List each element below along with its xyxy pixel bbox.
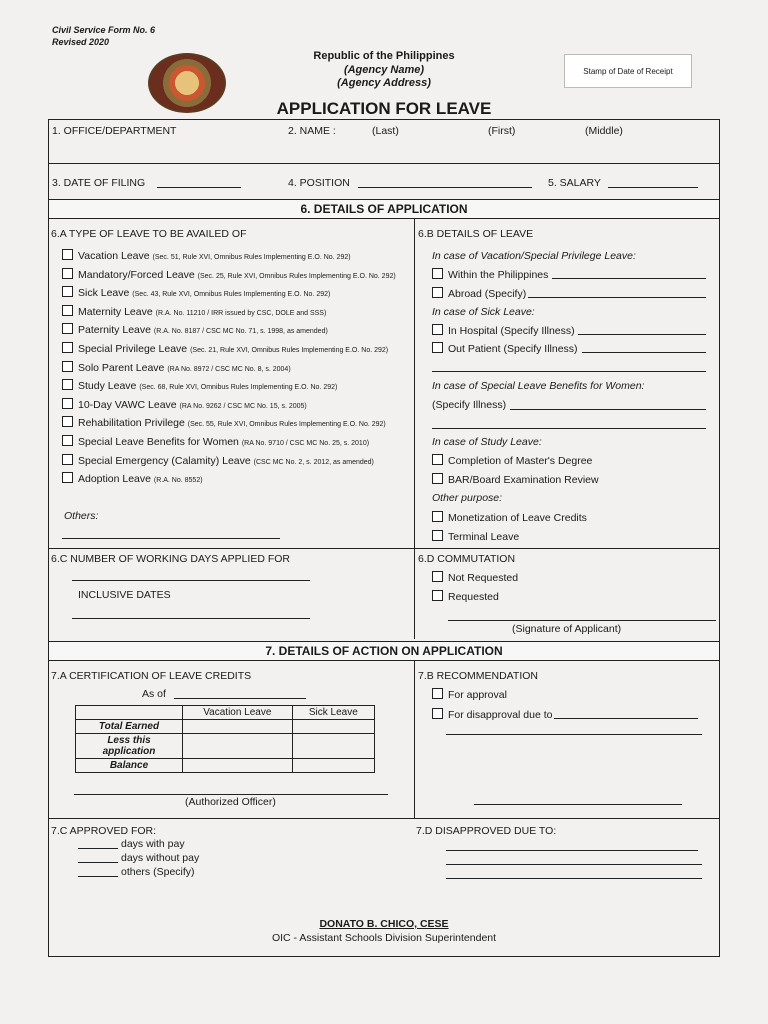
signature-label: (Signature of Applicant) bbox=[512, 623, 622, 635]
leave-type-label: Special Privilege Leave bbox=[78, 343, 188, 355]
terminal-label: Terminal Leave bbox=[448, 531, 520, 543]
requested-option[interactable] bbox=[432, 590, 499, 603]
outpatient-field-2[interactable] bbox=[432, 371, 706, 372]
authorized-officer-label: (Authorized Officer) bbox=[185, 796, 276, 808]
checkbox[interactable] bbox=[62, 342, 73, 353]
checkbox[interactable] bbox=[62, 249, 73, 260]
cell[interactable] bbox=[183, 759, 293, 773]
within-ph-field[interactable] bbox=[552, 278, 706, 279]
form-number: Civil Service Form No. 6 bbox=[52, 25, 156, 35]
requested-label: Requested bbox=[448, 591, 499, 603]
leave-type-reference: (RA No. 8972 / CSC MC No. 8, s. 2004) bbox=[167, 365, 291, 373]
checkbox[interactable] bbox=[432, 324, 443, 335]
leave-type-reference: (Sec. 21, Rule XVI, Omnibus Rules Implementing E.O. No. 292) bbox=[190, 347, 389, 354]
vacation-case-label: In case of Vacation/Special Privilege Leave: bbox=[432, 250, 636, 262]
divider bbox=[48, 818, 720, 819]
signatory-name: DONATO B. CHICO, CESE bbox=[319, 918, 449, 930]
checkbox[interactable] bbox=[432, 530, 443, 541]
masters-option[interactable] bbox=[432, 454, 592, 467]
salary-field[interactable] bbox=[608, 187, 698, 188]
leave-type-reference: (Sec. 25, Rule XVI, Omnibus Rules Implementing E.O. No. 292) bbox=[197, 272, 396, 280]
row-label: Balance bbox=[76, 759, 183, 773]
within-ph-option[interactable] bbox=[432, 268, 548, 281]
section-7-title: 7. DETAILS OF ACTION ON APPLICATION bbox=[48, 641, 720, 661]
leave-type-reference: (Sec. 51, Rule XVI, Omnibus Rules Implementing E.O. No. 292) bbox=[152, 254, 351, 261]
other-purpose-label: Other purpose: bbox=[432, 492, 503, 504]
cell[interactable] bbox=[292, 759, 374, 773]
section-6c-title: 6.C NUMBER OF WORKING DAYS APPLIED FOR bbox=[51, 553, 291, 565]
women-field[interactable] bbox=[510, 409, 706, 410]
leave-type-label: Special Emergency (Calamity) Leave bbox=[78, 454, 251, 467]
terminal-option[interactable] bbox=[432, 530, 519, 543]
leave-type-option[interactable] bbox=[62, 286, 330, 299]
row-label: Less this application bbox=[76, 734, 183, 759]
approval-label: For approval bbox=[448, 689, 507, 701]
leave-type-label: Special Leave Benefits for Women bbox=[78, 436, 239, 448]
abroad-option[interactable] bbox=[432, 287, 526, 300]
checkbox[interactable] bbox=[62, 435, 73, 446]
signatory-title: OIC - Assistant Schools Division Superintendent bbox=[271, 932, 497, 944]
receipt-stamp-label: Stamp of Date of Receipt bbox=[583, 66, 673, 76]
column-divider bbox=[414, 661, 415, 818]
checkbox[interactable] bbox=[432, 571, 443, 582]
not-requested-label: Not Requested bbox=[448, 572, 519, 584]
position-field[interactable] bbox=[358, 187, 532, 188]
receipt-stamp-box bbox=[564, 54, 692, 88]
leave-type-option[interactable] bbox=[62, 361, 291, 374]
leave-type-option[interactable] bbox=[62, 305, 326, 318]
monetization-label: Monetization of Leave Credits bbox=[448, 512, 587, 524]
leave-type-label: Adoption Leave bbox=[78, 473, 151, 486]
checkbox[interactable] bbox=[432, 287, 443, 298]
section-6b-title: 6.B DETAILS OF LEAVE bbox=[418, 228, 534, 240]
divider bbox=[48, 163, 720, 164]
hospital-field[interactable] bbox=[578, 334, 706, 335]
outpatient-field[interactable] bbox=[582, 352, 706, 353]
name-middle-label: (Middle) bbox=[585, 125, 623, 137]
leave-type-label: Study Leave bbox=[78, 380, 137, 393]
agency-seal-icon bbox=[148, 53, 226, 113]
table-row bbox=[76, 734, 375, 759]
approval-option[interactable] bbox=[432, 688, 507, 701]
checkbox[interactable] bbox=[432, 473, 443, 484]
section-7a-title: 7.A CERTIFICATION OF LEAVE CREDITS bbox=[51, 670, 252, 682]
republic-label: Republic of the Philippines bbox=[313, 50, 455, 62]
bar-label: BAR/Board Examination Review bbox=[448, 474, 599, 486]
abroad-label: Abroad (Specify) bbox=[448, 288, 527, 300]
as-of-field[interactable] bbox=[174, 698, 306, 699]
leave-type-option[interactable] bbox=[62, 472, 203, 485]
row-label: Total Earned bbox=[76, 720, 183, 734]
bar-option[interactable] bbox=[432, 473, 599, 486]
leave-type-reference: (R.A. No. 11210 / IRR issued by CSC, DOLE and SSS) bbox=[155, 309, 327, 317]
name-first-label: (First) bbox=[488, 125, 516, 137]
leave-type-reference: (Sec. 68, Rule XVI, Omnibus Rules Implementing E.O. No. 292) bbox=[139, 384, 338, 392]
checkbox[interactable] bbox=[62, 472, 73, 483]
cell[interactable] bbox=[183, 734, 293, 759]
women-field-2[interactable] bbox=[432, 428, 706, 429]
leave-type-reference: (RA No. 9710 / CSC MC No. 25, s. 2010) bbox=[241, 440, 370, 447]
disapproval-label: For disapproval due to bbox=[448, 709, 553, 721]
leave-type-option[interactable] bbox=[62, 435, 369, 448]
form-title: APPLICATION FOR LEAVE bbox=[276, 99, 492, 118]
leave-type-option[interactable] bbox=[62, 342, 388, 355]
monetization-option[interactable] bbox=[432, 511, 587, 524]
name-label: 2. NAME : bbox=[288, 125, 336, 137]
section-7d-title: 7.D DISAPPROVED DUE TO: bbox=[416, 825, 557, 837]
position-label: 4. POSITION bbox=[288, 177, 350, 189]
outpatient-option[interactable] bbox=[432, 342, 578, 355]
section-6a-title: 6.A TYPE OF LEAVE TO BE AVAILED OF bbox=[51, 228, 247, 240]
checkbox[interactable] bbox=[62, 379, 73, 390]
section-6-title: 6. DETAILS OF APPLICATION bbox=[48, 199, 720, 219]
sick-case-label: In case of Sick Leave: bbox=[432, 306, 535, 318]
leave-type-label: Maternity Leave bbox=[78, 305, 153, 318]
others-specify-field[interactable] bbox=[78, 876, 118, 877]
as-of-label: As of bbox=[142, 688, 166, 700]
table-corner-cell bbox=[76, 706, 183, 720]
section-6d-title: 6.D COMMUTATION bbox=[418, 553, 516, 565]
leave-type-reference: (RA No. 9262 / CSC MC No. 15, s. 2005) bbox=[179, 402, 307, 410]
leave-type-label: Rehabilitation Privilege bbox=[78, 417, 185, 430]
working-days-field[interactable] bbox=[72, 580, 310, 581]
checkbox[interactable] bbox=[62, 454, 73, 465]
checkbox[interactable] bbox=[432, 511, 443, 522]
cell[interactable] bbox=[183, 720, 293, 734]
checkbox[interactable] bbox=[432, 590, 443, 601]
disapproval-field[interactable] bbox=[554, 718, 698, 719]
checkbox[interactable] bbox=[432, 708, 443, 719]
checkbox[interactable] bbox=[62, 286, 73, 297]
disapproved-field-2[interactable] bbox=[446, 864, 702, 865]
checkbox[interactable] bbox=[62, 416, 73, 427]
leave-type-reference: (CSC MC No. 2, s. 2012, as amended) bbox=[253, 458, 374, 466]
signature-line[interactable] bbox=[448, 620, 716, 621]
salary-label: 5. SALARY bbox=[548, 177, 601, 189]
leave-type-option[interactable] bbox=[62, 268, 396, 281]
days-without-pay-field[interactable] bbox=[78, 862, 118, 863]
hospital-label: In Hospital (Specify Illness) bbox=[448, 325, 575, 337]
hospital-option[interactable] bbox=[432, 324, 575, 337]
others-field[interactable] bbox=[62, 538, 280, 539]
checkbox[interactable] bbox=[62, 305, 73, 316]
col-vacation: Vacation Leave bbox=[183, 706, 293, 720]
days-with-pay-label: days with pay bbox=[121, 838, 185, 850]
checkbox[interactable] bbox=[62, 268, 73, 279]
disapproval-field-2[interactable] bbox=[446, 734, 702, 735]
checkbox[interactable] bbox=[62, 323, 73, 334]
table-row bbox=[76, 720, 375, 734]
table-row bbox=[76, 759, 375, 773]
leave-type-label: Sick Leave bbox=[78, 287, 130, 300]
leave-type-label: 10-Day VAWC Leave bbox=[78, 398, 177, 411]
checkbox[interactable] bbox=[432, 454, 443, 465]
leave-type-option[interactable] bbox=[62, 416, 386, 429]
cell[interactable] bbox=[292, 734, 374, 759]
form-revision: Revised 2020 bbox=[52, 37, 110, 47]
office-label: 1. OFFICE/DEPARTMENT bbox=[52, 125, 177, 137]
leave-type-option[interactable] bbox=[62, 379, 337, 392]
checkbox[interactable] bbox=[432, 688, 443, 699]
leave-type-label: Paternity Leave bbox=[78, 324, 151, 337]
masters-label: Completion of Master's Degree bbox=[448, 455, 593, 467]
leave-type-reference: (Sec. 55, Rule XVI, Omnibus Rules Implementing E.O. No. 292) bbox=[187, 421, 386, 429]
leave-type-option[interactable] bbox=[62, 398, 307, 411]
name-last-label: (Last) bbox=[372, 125, 399, 137]
abroad-field[interactable] bbox=[528, 297, 706, 298]
women-specify-label: (Specify Illness) bbox=[432, 399, 507, 411]
date-filing-label: 3. DATE OF FILING bbox=[52, 177, 146, 189]
not-requested-option[interactable] bbox=[432, 571, 518, 584]
recommendation-signature-line[interactable] bbox=[474, 804, 682, 805]
leave-type-label: Solo Parent Leave bbox=[78, 361, 165, 374]
outpatient-label: Out Patient (Specify Illness) bbox=[448, 343, 578, 355]
leave-type-reference: (R.A. No. 8187 / CSC MC No. 71, s. 1998, as amended) bbox=[153, 328, 328, 336]
cell[interactable] bbox=[292, 720, 374, 734]
leave-type-option[interactable] bbox=[62, 323, 328, 336]
others-label: Others: bbox=[64, 510, 99, 522]
section-7c-title: 7.C APPROVED FOR: bbox=[51, 825, 157, 837]
leave-type-reference: (Sec. 43, Rule XVI, Omnibus Rules Implementing E.O. No. 292) bbox=[132, 291, 331, 299]
leave-type-reference: (R.A. No. 8552) bbox=[153, 477, 203, 485]
divider bbox=[48, 548, 720, 549]
checkbox[interactable] bbox=[62, 398, 73, 409]
checkbox[interactable] bbox=[62, 361, 73, 372]
checkbox[interactable] bbox=[432, 342, 443, 353]
leave-type-option[interactable] bbox=[62, 249, 351, 262]
days-with-pay-field[interactable] bbox=[78, 848, 118, 849]
date-filing-field[interactable] bbox=[157, 187, 241, 188]
women-case-label: In case of Special Leave Benefits for Women: bbox=[432, 380, 645, 392]
table-header-row bbox=[76, 706, 375, 720]
disapproved-field-3[interactable] bbox=[446, 878, 702, 879]
disapproval-option[interactable] bbox=[432, 708, 552, 721]
agency-address: (Agency Address) bbox=[337, 77, 431, 89]
leave-type-label: Vacation Leave bbox=[78, 250, 150, 262]
section-7b-title: 7.B RECOMMENDATION bbox=[418, 670, 538, 682]
leave-type-label: Mandatory/Forced Leave bbox=[78, 268, 195, 281]
leave-credits-table bbox=[75, 705, 375, 773]
inclusive-dates-field[interactable] bbox=[72, 618, 310, 619]
disapproved-field[interactable] bbox=[446, 850, 698, 851]
column-divider bbox=[414, 219, 415, 639]
checkbox[interactable] bbox=[432, 268, 443, 279]
others-specify-label: others (Specify) bbox=[121, 866, 195, 878]
leave-type-option[interactable] bbox=[62, 454, 374, 467]
within-ph-label: Within the Philippines bbox=[448, 269, 549, 281]
authorized-officer-line[interactable] bbox=[74, 794, 388, 795]
col-sick: Sick Leave bbox=[292, 706, 374, 720]
inclusive-dates-label: INCLUSIVE DATES bbox=[78, 589, 171, 601]
study-case-label: In case of Study Leave: bbox=[432, 436, 542, 448]
days-without-pay-label: days without pay bbox=[121, 852, 200, 864]
agency-name: (Agency Name) bbox=[343, 64, 425, 76]
